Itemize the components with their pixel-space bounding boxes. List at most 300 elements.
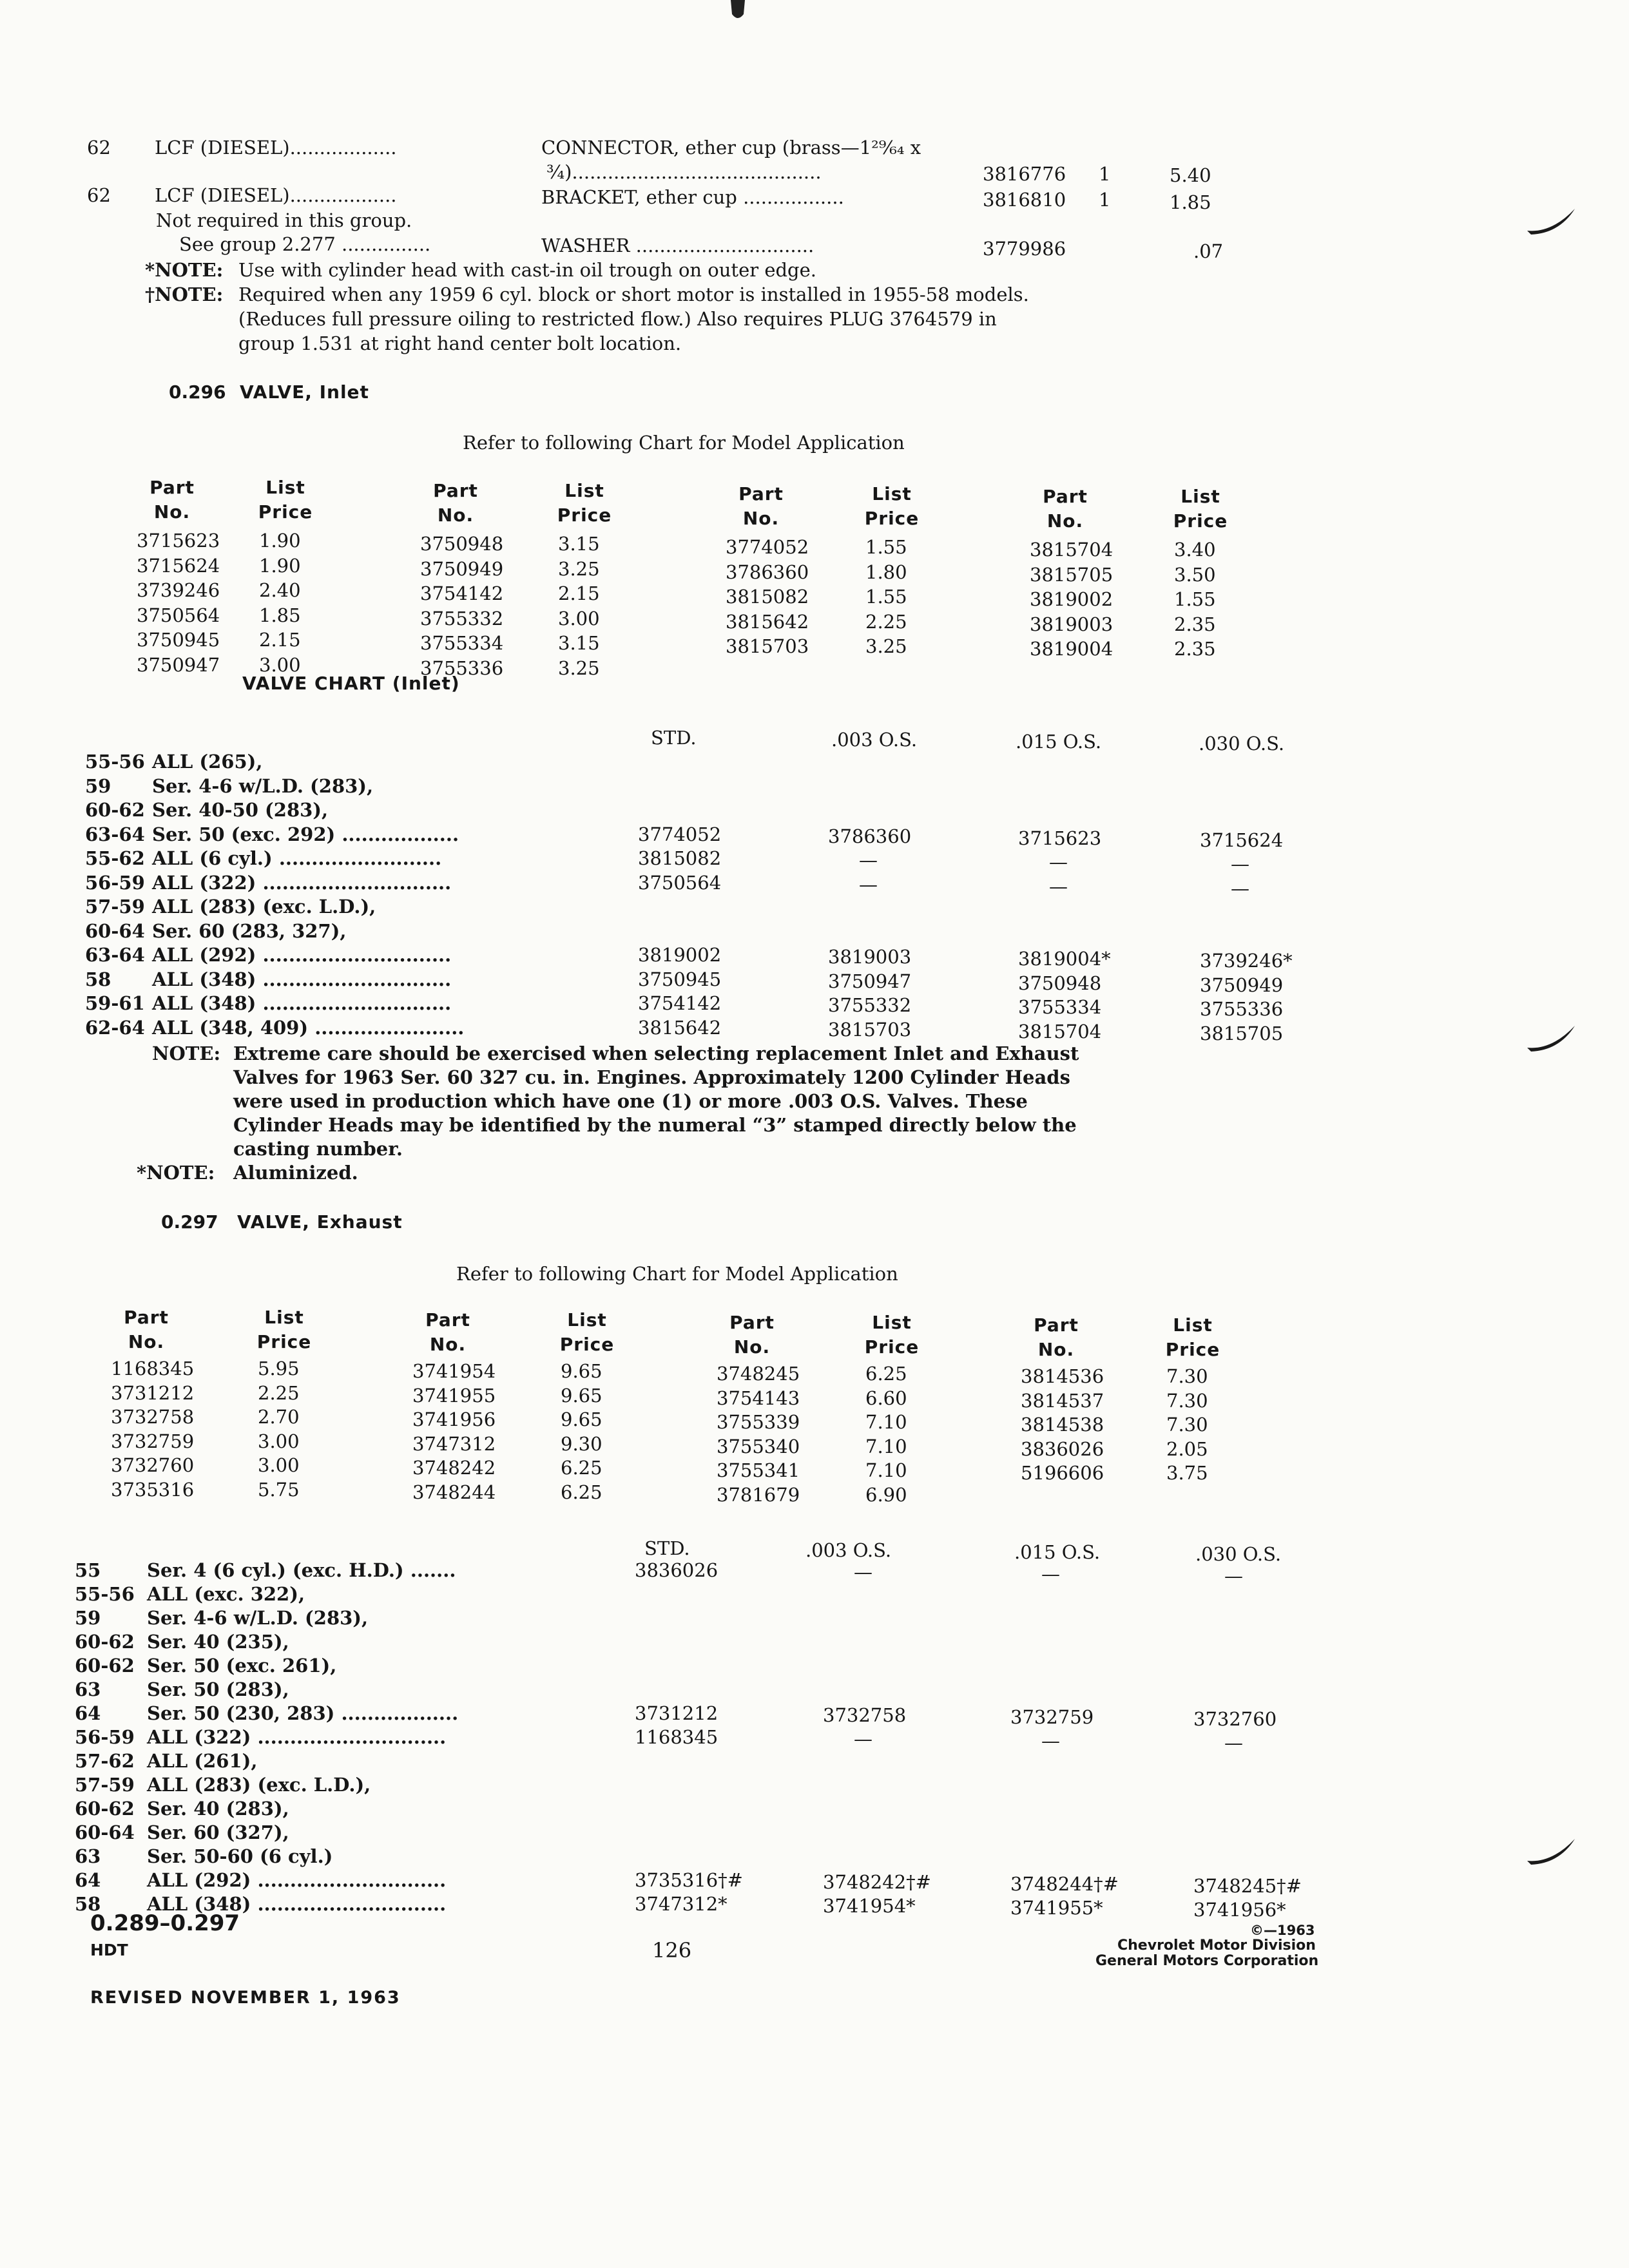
part-number: 3750949 (420, 557, 504, 580)
part-number: 3748245†# (1193, 1875, 1302, 1897)
list-price: 1.90 (259, 530, 301, 552)
part-number: 3750948 (1018, 972, 1102, 994)
list-price: 3.00 (558, 607, 600, 629)
model-application (147, 1845, 333, 1867)
item-description: BRACKET, ether cup ................. (541, 186, 844, 208)
note-text: casting number. (233, 1138, 403, 1160)
binder-hole-mark (728, 0, 747, 23)
part-number: 3741955* (1010, 1897, 1103, 1919)
part-number: 3732759 (1010, 1706, 1094, 1728)
part-number: 3750945 (638, 968, 722, 990)
part-number: 3786360 (828, 825, 912, 847)
part-number: 3815082 (638, 847, 722, 869)
list-price-header (1159, 485, 1242, 533)
model-application (152, 847, 441, 869)
header-part: Part (729, 1312, 775, 1333)
division-name: Chevrolet Motor Division (1117, 1937, 1316, 1954)
header-no: No. (128, 1331, 165, 1352)
header-list: List (567, 1309, 607, 1331)
washer-description: WASHER .............................. (541, 235, 815, 256)
part-number: 3748244 (412, 1481, 496, 1503)
part-no-header (400, 1308, 496, 1357)
application-text: ALL (348) (152, 992, 256, 1014)
application-text: Ser. 40-50 (283), (152, 799, 329, 821)
part-no-header (704, 1311, 800, 1360)
application-text: Ser. 50 (exc. 292) (152, 823, 336, 845)
washer-part-number: 3779986 (983, 238, 1066, 260)
part-number: 3814538 (1021, 1414, 1104, 1436)
list-price: 7.30 (1166, 1389, 1208, 1412)
part-number: 3755336 (420, 657, 504, 679)
header-part: Part (1043, 486, 1088, 507)
list-price: 3.00 (259, 653, 301, 676)
part-number: 3774052 (638, 823, 722, 845)
part-number: 3735316 (111, 1478, 195, 1501)
part-number: 3814537 (1021, 1389, 1104, 1412)
part-number: 3715624 (1200, 829, 1284, 851)
part-number: 3732758 (111, 1406, 195, 1428)
part-number: 3755339 (717, 1411, 800, 1433)
model-year: 59-61 (85, 992, 145, 1014)
list-price: 3.25 (558, 557, 600, 580)
part-number: 3731212 (635, 1702, 718, 1724)
item-part-number: 3816810 (983, 189, 1066, 211)
application-text: ALL (283) (exc. L.D.), (152, 896, 376, 918)
model-year: 57-62 (75, 1750, 135, 1772)
part-number: 5196606 (1021, 1462, 1104, 1484)
application-text: Ser. 40 (235), (147, 1631, 289, 1653)
part-number: 3750947 (828, 970, 912, 992)
list-price: 2.70 (258, 1406, 300, 1428)
part-number: 3819003 (828, 946, 912, 968)
part-number: 3815703 (828, 1018, 912, 1041)
model-year: 60-64 (85, 919, 145, 942)
part-number: 3748244†# (1010, 1873, 1119, 1895)
application-text: ALL (322) (147, 1726, 251, 1748)
model-year: 63-64 (85, 944, 145, 966)
part-number: 3815703 (726, 635, 809, 657)
header-list: List (264, 1307, 304, 1328)
list-price: 3.50 (1174, 563, 1216, 586)
model-year: 63-64 (85, 823, 145, 845)
copyright: ©—1963 (1250, 1923, 1315, 1938)
chart-column-header: STD. (644, 1537, 690, 1559)
note-text: (Reduces full pressure oiling to restricted flow.) Also requires PLUG 3764579 in (238, 308, 997, 330)
list-price: 7.30 (1166, 1365, 1208, 1387)
chart-column-header: .015 O.S. (1016, 731, 1102, 753)
margin-mark (1526, 1022, 1577, 1054)
part-number: 3750948 (420, 533, 504, 555)
application-text: Ser. 60 (327), (147, 1821, 289, 1843)
model-application (152, 775, 373, 797)
application-text: Ser. 4 (6 cyl.) (exc. H.D.) (147, 1559, 404, 1581)
model-year: 62-64 (85, 1016, 145, 1039)
list-price: 2.25 (258, 1381, 300, 1404)
header-price: Price (256, 1331, 312, 1352)
see-group-text: See group 2.277 ............... (179, 233, 431, 255)
list-price: 7.10 (865, 1435, 907, 1457)
header-list: List (872, 483, 912, 505)
header-no: No. (1046, 510, 1084, 532)
part-number: 3815642 (726, 610, 809, 633)
list-price: 9.65 (561, 1360, 602, 1382)
list-price-header (850, 1311, 934, 1360)
model-year: 55 (75, 1559, 101, 1581)
model-year: 58 (85, 968, 111, 990)
list-price: 2.25 (865, 610, 907, 633)
part-number: 3836026 (635, 1559, 718, 1581)
part-number: — (859, 849, 878, 871)
part-number: 3755341 (717, 1459, 800, 1481)
list-price: 2.35 (1174, 638, 1216, 660)
part-number: 3815704 (1018, 1020, 1102, 1043)
header-no: No. (733, 1336, 771, 1358)
model-year: 60-62 (75, 1631, 135, 1653)
section-title: VALVE, Exhaust (237, 1211, 403, 1233)
list-price: 1.55 (865, 586, 907, 608)
model-year: 63 (75, 1845, 101, 1867)
part-number: — (1049, 875, 1068, 898)
leader-dots: ............................. (256, 871, 452, 894)
not-required-text: Not required in this group. (156, 209, 412, 231)
model-year: 57-59 (85, 896, 145, 918)
model-application (152, 799, 328, 821)
part-number: 3741956 (412, 1408, 496, 1430)
chart-column-header: .015 O.S. (1014, 1541, 1101, 1563)
model-year: 64 (75, 1702, 101, 1724)
list-price: 7.10 (865, 1411, 907, 1433)
item-price: 5.40 (1170, 164, 1211, 186)
application-text: Ser. 50 (230, 283) (147, 1702, 335, 1724)
part-number: — (1224, 1565, 1243, 1587)
part-number: 3739246* (1200, 950, 1293, 972)
model-application (152, 896, 376, 918)
list-price: 3.15 (558, 533, 600, 555)
list-price: 6.25 (865, 1363, 907, 1385)
model-application (152, 1017, 464, 1039)
part-number: — (1049, 851, 1068, 873)
leader-dots: ............................. (251, 1726, 447, 1748)
part-no-header (98, 1305, 195, 1354)
application-text: Ser. 4-6 w/L.D. (283), (152, 774, 374, 797)
list-price: 9.65 (561, 1408, 602, 1430)
part-number: — (1231, 877, 1249, 899)
list-price: 2.40 (259, 579, 301, 601)
leader-dots: ....................... (308, 1016, 465, 1039)
item-description: CONNECTOR, ether cup (brass—1²⁹⁄₆₄ x (541, 137, 921, 159)
note-text: Aluminized. (233, 1162, 358, 1184)
header-price: Price (1165, 1339, 1220, 1360)
item-group: 62 (87, 137, 111, 159)
part-number: 3747312 (412, 1432, 496, 1455)
part-number: 3750947 (137, 653, 220, 676)
list-price-header (1151, 1313, 1235, 1362)
note-text: group 1.531 at right hand center bolt location. (238, 332, 682, 354)
part-no-header (713, 482, 809, 531)
model-application (152, 920, 346, 942)
list-price-header (850, 482, 934, 531)
part-no-header (1017, 485, 1113, 533)
model-application (152, 968, 451, 990)
model-application (152, 992, 451, 1014)
model-application (147, 1774, 371, 1796)
application-text: ALL (292) (147, 1869, 251, 1891)
part-number: 3814536 (1021, 1365, 1104, 1387)
part-number: 3750945 (137, 629, 220, 651)
corporation-name: General Motors Corporation (1095, 1953, 1319, 1969)
part-number: — (854, 1728, 872, 1750)
application-text: ALL (348) (152, 968, 256, 990)
list-price: 2.35 (1174, 613, 1216, 635)
model-application (147, 1821, 289, 1843)
model-application (147, 1726, 446, 1748)
model-application (147, 1869, 446, 1891)
application-text: ALL (6 cyl.) (152, 847, 273, 869)
application-text: ALL (322) (152, 871, 256, 894)
list-price: 2.05 (1166, 1437, 1208, 1460)
item-qty: 1 (1099, 189, 1111, 211)
part-number: 3741956* (1193, 1899, 1286, 1921)
part-number: 3748242 (412, 1457, 496, 1479)
item-description-cont: ¾).......................................... (546, 161, 822, 183)
leader-dots: .................. (335, 823, 459, 845)
part-number: 3836026 (1021, 1437, 1104, 1460)
header-list: List (1173, 1314, 1213, 1336)
model-application (152, 751, 262, 773)
leader-dots: ............................. (251, 1893, 447, 1915)
list-price: 3.40 (1174, 539, 1216, 561)
model-year: 55-56 (85, 751, 145, 773)
list-price-header (244, 476, 327, 524)
list-price: 7.30 (1166, 1414, 1208, 1436)
model-year: 64 (75, 1869, 101, 1891)
header-no: No. (429, 1334, 467, 1355)
list-price: 6.25 (561, 1481, 602, 1503)
part-number: — (859, 873, 878, 896)
model-year: 60-62 (75, 1798, 135, 1820)
header-part: Part (149, 477, 195, 498)
application-text: Ser. 50-60 (6 cyl.) (147, 1845, 333, 1867)
part-number: 3732760 (111, 1454, 195, 1476)
part-number: 3747312* (635, 1893, 728, 1915)
part-number: 3755336 (1200, 998, 1284, 1020)
part-number: 3715624 (137, 554, 220, 577)
header-part: Part (425, 1309, 470, 1331)
leader-dots: ....... (403, 1559, 456, 1581)
application-text: Ser. 4-6 w/L.D. (283), (147, 1607, 369, 1629)
leader-dots: ............................. (256, 968, 452, 990)
header-list: List (1181, 486, 1220, 507)
list-price-header (543, 479, 626, 528)
item-model: LCF (DIESEL).................. (155, 184, 397, 206)
list-price: 6.25 (561, 1457, 602, 1479)
part-number: 3750949 (1200, 974, 1284, 996)
part-number: 3750564 (638, 871, 722, 894)
model-year: 56-59 (85, 871, 145, 894)
application-text: Ser. 40 (283), (147, 1798, 289, 1820)
part-number: 3755340 (717, 1435, 800, 1457)
part-number: — (1041, 1563, 1060, 1585)
leader-dots: ............................. (256, 944, 452, 966)
leader-dots: ......................... (272, 847, 442, 869)
list-price: 3.25 (865, 635, 907, 657)
model-application (152, 872, 451, 894)
part-number: 3755334 (1018, 996, 1102, 1018)
list-price: 3.15 (558, 632, 600, 654)
model-application (147, 1631, 289, 1653)
page-number: 126 (652, 1938, 692, 1963)
part-number: 3741954 (412, 1360, 496, 1382)
list-price: 3.00 (258, 1454, 300, 1476)
part-number: 3819004 (1030, 638, 1113, 660)
list-price: 5.95 (258, 1358, 300, 1379)
part-number: — (854, 1561, 872, 1583)
model-application (152, 944, 451, 966)
header-part: Part (124, 1307, 169, 1328)
note-label: NOTE: (152, 1043, 221, 1064)
part-number: 3815705 (1200, 1022, 1284, 1044)
header-part: Part (1034, 1314, 1079, 1336)
part-number: 3741955 (412, 1384, 496, 1407)
header-list: List (265, 477, 305, 498)
list-price: 3.75 (1166, 1462, 1208, 1484)
part-number: 3715623 (1018, 827, 1102, 849)
leader-dots: ............................. (256, 992, 452, 1014)
part-number: 3732760 (1193, 1708, 1277, 1730)
section-title: VALVE, Inlet (240, 381, 369, 403)
part-no-header (407, 479, 504, 528)
chart-column-header: STD. (651, 727, 697, 749)
model-year: 57-59 (75, 1774, 135, 1796)
application-text: ALL (261), (147, 1750, 258, 1772)
header-no: No. (153, 501, 191, 523)
note-label: *NOTE: (137, 1162, 215, 1184)
model-year: 55-62 (85, 847, 145, 869)
chart-column-header: .030 O.S. (1195, 1543, 1282, 1565)
model-year: 60-62 (75, 1655, 135, 1677)
model-application (147, 1750, 257, 1772)
model-application (147, 1798, 289, 1820)
group-number: 0.297 (161, 1211, 218, 1233)
part-number: — (1041, 1730, 1060, 1752)
model-application (147, 1655, 336, 1677)
part-number: 3754142 (638, 992, 722, 1014)
header-list: List (872, 1312, 912, 1333)
part-number: 1168345 (111, 1358, 195, 1379)
revised-date: REVISED NOVEMBER 1, 1963 (90, 1988, 401, 2008)
part-number: 3741954* (823, 1895, 916, 1917)
part-no-header (124, 476, 220, 524)
note-text: were used in production which have one (1) or more .003 O.S. Valves. These (233, 1090, 1028, 1112)
part-number: 3815082 (726, 586, 809, 608)
model-application (147, 1559, 456, 1581)
part-number: 3732758 (823, 1704, 907, 1726)
part-number: 3815642 (638, 1016, 722, 1039)
chart-title: VALVE CHART (Inlet) (242, 673, 460, 694)
list-price: 6.90 (865, 1483, 907, 1506)
model-year: 60-62 (85, 799, 145, 821)
note-text: Cylinder Heads may be identified by the numeral “3” stamped directly below the (233, 1114, 1077, 1136)
model-year: 59 (85, 774, 111, 797)
part-number: 3819004* (1018, 948, 1111, 970)
list-price-header (545, 1308, 629, 1357)
margin-mark (1526, 205, 1577, 237)
chart-column-header: .030 O.S. (1199, 733, 1285, 754)
list-price: 2.15 (558, 582, 600, 604)
part-number: 3781679 (717, 1483, 800, 1506)
model-application (147, 1607, 368, 1629)
model-year: 56-59 (75, 1726, 135, 1748)
note-text: Required when any 1959 6 cyl. block or short motor is installed in 1955-58 models. (238, 284, 1029, 305)
part-number: 3731212 (111, 1381, 195, 1404)
model-year: 60-64 (75, 1821, 135, 1843)
part-number: 1168345 (635, 1726, 718, 1748)
chart-column-header: .003 O.S. (805, 1539, 892, 1561)
header-no: No. (742, 508, 780, 529)
list-price: 1.85 (259, 604, 301, 626)
header-price: Price (1173, 510, 1228, 532)
header-price: Price (559, 1334, 615, 1355)
leader-dots: .................. (334, 1702, 459, 1724)
model-year: 59 (75, 1607, 101, 1629)
part-number: 3748245 (717, 1363, 800, 1385)
washer-price: .07 (1193, 240, 1224, 262)
part-number: — (1224, 1732, 1243, 1754)
item-part-number: 3816776 (983, 163, 1066, 185)
note-text: Use with cylinder head with cast-in oil trough on outer edge. (238, 259, 817, 281)
list-price: 9.65 (561, 1384, 602, 1407)
part-number: 3754142 (420, 582, 504, 604)
part-number: — (1231, 853, 1249, 875)
part-number: 3819002 (638, 944, 722, 966)
leader-dots: ............................. (251, 1869, 447, 1891)
note-text: Extreme care should be exercised when selecting replacement Inlet and Exhaust (233, 1043, 1079, 1064)
part-number: 3815705 (1030, 563, 1113, 586)
model-application (147, 1702, 458, 1724)
chart-column-header: .003 O.S. (831, 729, 918, 751)
model-year: 55-56 (75, 1583, 135, 1605)
model-application (147, 1583, 305, 1605)
list-price: 1.90 (259, 554, 301, 577)
refer-text: Refer to following Chart for Model Application (456, 1263, 898, 1285)
item-price: 1.85 (1170, 191, 1211, 213)
part-number: 3774052 (726, 536, 809, 558)
model-application (152, 823, 459, 845)
group-range: 0.289–0.297 (90, 1910, 240, 1936)
header-price: Price (864, 508, 920, 529)
item-qty: 1 (1099, 163, 1111, 185)
list-price: 7.10 (865, 1459, 907, 1481)
list-price: 1.80 (865, 561, 907, 583)
part-number: 3819003 (1030, 613, 1113, 635)
header-price: Price (258, 501, 313, 523)
header-part: Part (433, 480, 478, 501)
list-price: 3.00 (258, 1430, 300, 1452)
page-code: HDT (90, 1941, 128, 1959)
part-number: 3750564 (137, 604, 220, 626)
model-application (147, 1678, 289, 1700)
part-number: 3715623 (137, 530, 220, 552)
refer-text: Refer to following Chart for Model Application (463, 432, 905, 454)
part-number: 3815704 (1030, 539, 1113, 561)
part-number: 3739246 (137, 579, 220, 601)
list-price: 3.25 (558, 657, 600, 679)
application-text: ALL (265), (152, 751, 263, 773)
part-number: 3748242†# (823, 1871, 931, 1893)
part-number: 3755332 (420, 607, 504, 629)
application-text: Ser. 50 (exc. 261), (147, 1655, 337, 1677)
part-no-header (1008, 1313, 1104, 1362)
